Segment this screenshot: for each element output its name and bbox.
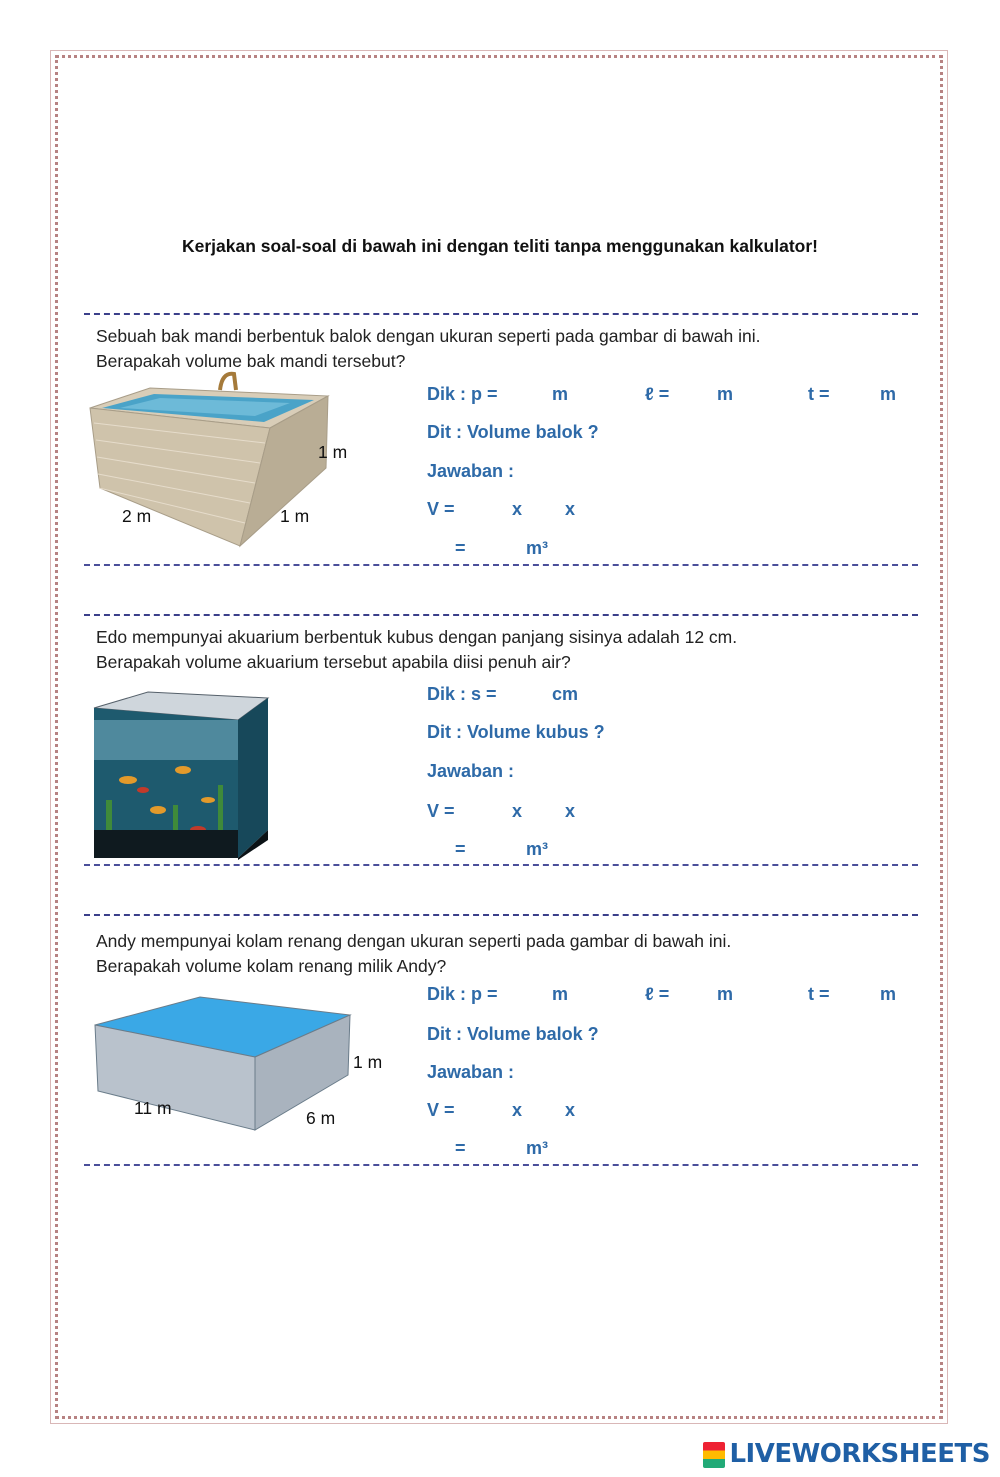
jawaban-2: Jawaban : (427, 761, 515, 781)
separator-bottom-3 (84, 1164, 918, 1166)
dit-2: Dit : Volume kubus ? (427, 722, 605, 742)
unit-2: m³ (526, 839, 548, 859)
dit-1: Dit : Volume balok ? (427, 422, 599, 442)
question-2-line1: Edo mempunyai akuarium berbentuk kubus dengan panjang sisinya adalah 12 cm. (96, 627, 738, 647)
separator-bottom-1 (84, 564, 918, 566)
question-1-line2: Berapakah volume bak mandi tersebut? (96, 351, 406, 371)
jawaban-3: Jawaban : (427, 1062, 515, 1082)
question-3-line1: Andy mempunyai kolam renang dengan ukuran seperti pada gambar di bawah ini. (96, 931, 732, 951)
dik-t-unit-3: m (880, 984, 897, 1004)
question-2 (96, 625, 926, 675)
v-line-1: V = (427, 499, 455, 519)
times-1a: x (512, 499, 523, 519)
bathtub-height-label: 1 m (318, 442, 348, 462)
times-2a: x (512, 801, 523, 821)
dik-l-3: ℓ = (645, 984, 670, 1004)
unit-1: m³ (526, 538, 548, 558)
pool-width-label: 6 m (306, 1108, 336, 1128)
times-3b: x (565, 1100, 576, 1120)
times-3a: x (512, 1100, 523, 1120)
question-2-line2: Berapakah volume akuarium tersebut apabila diisi penuh air? (96, 652, 571, 672)
separator-top-2 (84, 614, 918, 616)
dik-t-3: t = (808, 984, 830, 1004)
v-line-3: V = (427, 1100, 455, 1120)
dik-s-unit-2: cm (552, 684, 579, 704)
times-1b: x (565, 499, 576, 519)
aquarium-image (88, 690, 273, 860)
dik-l-unit-3: m (717, 984, 734, 1004)
times-2b: x (565, 801, 576, 821)
separator-top-1 (84, 313, 918, 315)
dik-p-3: Dik : p = (427, 984, 498, 1004)
v-line-2: V = (427, 801, 455, 821)
separator-top-3 (84, 914, 918, 916)
question-1-line1: Sebuah bak mandi berbentuk balok dengan ukuran seperti pada gambar di bawah ini. (96, 326, 761, 346)
question-1 (96, 324, 926, 374)
dit-3: Dit : Volume balok ? (427, 1024, 599, 1044)
dik-s-2: Dik : s = (427, 684, 497, 704)
equals-3: = (455, 1138, 466, 1158)
equals-2: = (455, 839, 466, 859)
brand-text: LIVEWORKSHEETS (729, 1439, 990, 1469)
equals-1: = (455, 538, 466, 558)
dik-p-unit-1: m (552, 384, 569, 404)
bathtub-image (80, 368, 350, 553)
brand-icon (703, 1442, 725, 1468)
bathtub-length-label: 2 m (122, 506, 152, 526)
dik-t-1: t = (808, 384, 830, 404)
dik-p-1: Dik : p = (427, 384, 498, 404)
bathtub-width-label: 1 m (280, 506, 310, 526)
pool-height-label: 1 m (353, 1052, 383, 1072)
separator-bottom-2 (84, 864, 918, 866)
dik-t-unit-1: m (880, 384, 897, 404)
liveworksheets-logo[interactable] (703, 1439, 990, 1469)
unit-3: m³ (526, 1138, 548, 1158)
dik-p-unit-3: m (552, 984, 569, 1004)
dik-l-unit-1: m (717, 384, 734, 404)
pool-length-label: 11 m (134, 1098, 172, 1118)
question-3-line2: Berapakah volume kolam renang milik Andy? (96, 956, 447, 976)
instruction-heading: Kerjakan soal-soal di bawah ini dengan teliti tanpa menggunakan kalkulator! (182, 236, 818, 256)
jawaban-1: Jawaban : (427, 461, 515, 481)
dik-l-1: ℓ = (645, 384, 670, 404)
question-3 (96, 929, 926, 979)
